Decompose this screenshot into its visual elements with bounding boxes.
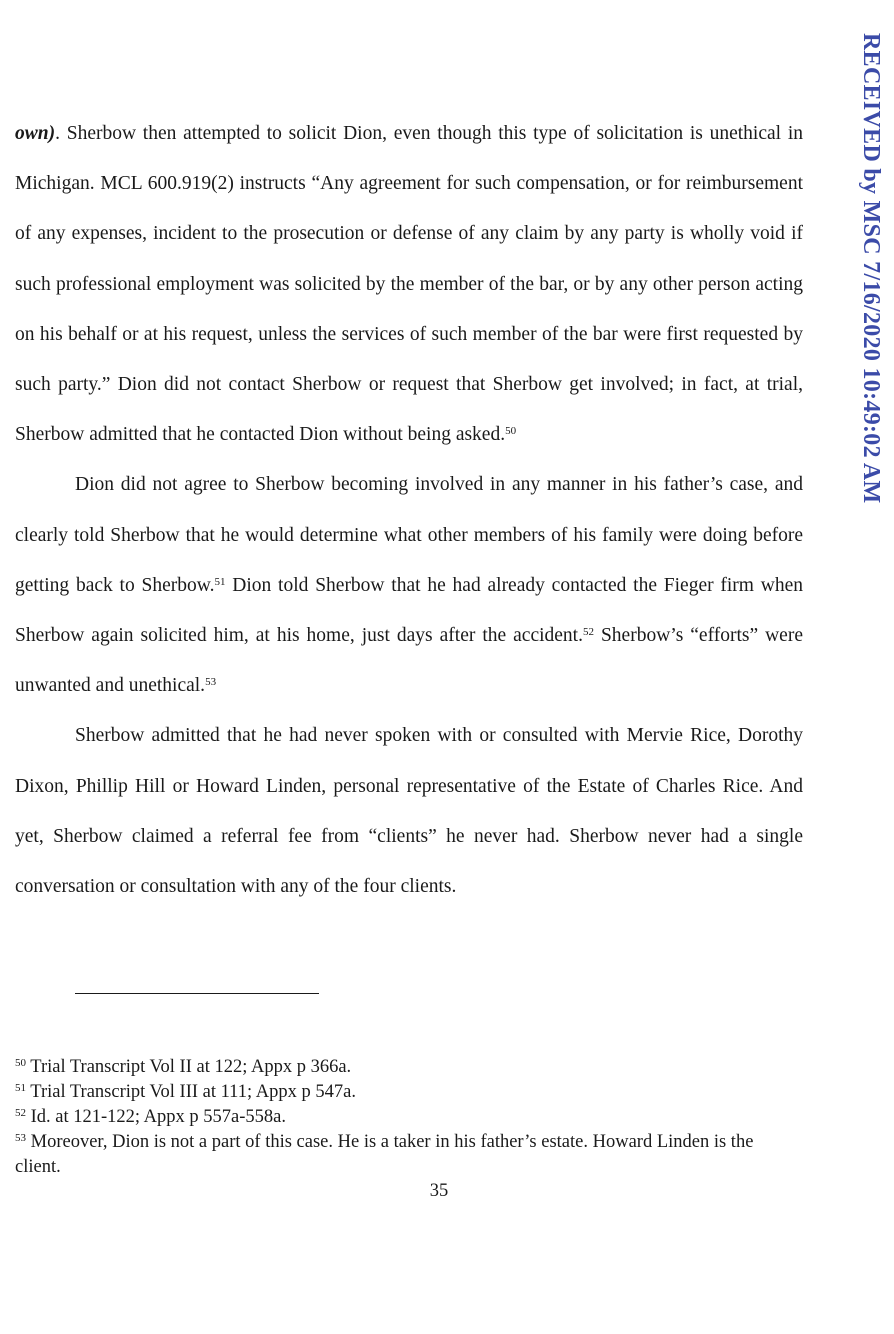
- footnote-number: 52: [15, 1107, 26, 1119]
- body-text: [15, 109, 803, 912]
- page-number: 35: [429, 1181, 449, 1201]
- paragraph-2-part2: Dion told Sherbow that he had already contacted the Fieger firm when Sherbow again solicited him, at his home, just days after the accident.: [15, 574, 803, 647]
- footnote-52: [15, 1105, 795, 1130]
- footnote-text: Trial Transcript Vol II at 122; Appx p 366a.: [26, 1057, 352, 1077]
- paragraph-2-part1: Dion did not agree to Sherbow becoming involved in any manner in his father’s case, and clearly told Sherbow that he would determine what other members of his family were doing before getting back to Sherbow.: [15, 474, 803, 596]
- footnote-ref-51[interactable]: 51: [214, 575, 226, 588]
- paragraph-2: [15, 460, 803, 711]
- footnote-ref-52[interactable]: 52: [582, 626, 594, 639]
- footnote-ref-50[interactable]: 50: [505, 425, 517, 438]
- footnote-ref-53[interactable]: 53: [205, 676, 217, 689]
- paragraph-3-text: Sherbow admitted that he had never spoken with or consulted with Mervie Rice, Dorothy Dixon, Phillip Hill or Howard Linden, personal representative of the Estate of Charles Rice. And yet, Sherbow claimed a referral fee from “clients” he never had. Sherbow never had a single conversation or consultation with any of the four clients.: [15, 725, 803, 898]
- footnote-number: 51: [15, 1082, 26, 1094]
- italic-lead: own): [15, 123, 56, 144]
- footnote-text: Id. at 121-122; Appx p 557a-558a.: [26, 1107, 286, 1127]
- footnote-text: Moreover, Dion is not a part of this case. He is a taker in his father’s estate. Howard Linden is the client.: [15, 1132, 754, 1177]
- paragraph-3: [15, 711, 803, 912]
- footnote-51: [15, 1080, 795, 1105]
- received-stamp: RECEIVED by MSC 7/16/2020 10:49:02 AM: [858, 33, 884, 504]
- footnote-number: 50: [15, 1057, 26, 1069]
- paragraph-2-part3: Sherbow’s “efforts” were unwanted and unethical.: [15, 625, 803, 697]
- footnote-50: [15, 1055, 795, 1080]
- footnote-text: Trial Transcript Vol III at 111; Appx p 547a.: [26, 1082, 356, 1102]
- footnote-number: 53: [15, 1132, 26, 1144]
- footnote-53: [15, 1130, 795, 1180]
- footnote-divider: [75, 993, 319, 994]
- footnotes: [15, 1055, 795, 1180]
- paragraph-1-text: . Sherbow then attempted to solicit Dion, even though this type of solicitation is unethical in Michigan. MCL 600.919(2) instructs “Any agreement for such compensation, or for reimbursement of any expenses, incident to the prosecution or defense of any claim by any party is wholly void if such professional employment was solicited by the member of the bar, or by any other person acting on his behalf or at his request, unless the services of such member of the bar were first requested by such party.” Dion did not contact Sherbow or request that Sherbow get involved; in fact, at trial, Sherbow admitted that he contacted Dion without being asked.: [15, 123, 803, 446]
- paragraph-1: [15, 109, 803, 460]
